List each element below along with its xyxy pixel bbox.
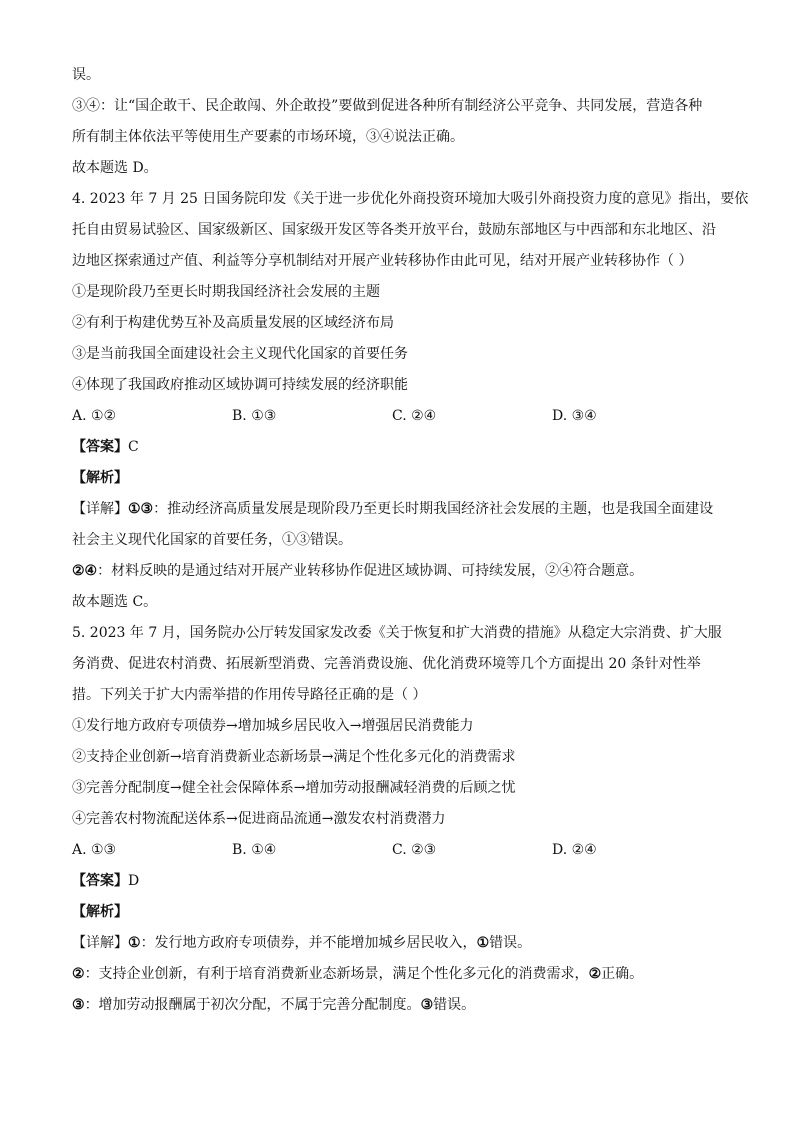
question-item: ④体现了我国政府推动区域协调可持续发展的经济职能 (72, 377, 408, 393)
detail-marker: ②④ (72, 563, 98, 579)
answer-line (72, 432, 722, 463)
question-item: ③是当前我国全面建设社会主义现代化国家的首要任务 (72, 346, 408, 362)
detail-label: 【详解】 (72, 501, 128, 517)
detail-marker: ① (128, 935, 141, 951)
detail-marker: ③ (72, 997, 85, 1013)
option-c: C. ②④ (392, 408, 437, 424)
option-d: D. ③④ (552, 408, 597, 424)
detail-text: ：材料反映的是通过结对开展产业转移协作促进区域协调、可持续发展，②④符合题意。 (97, 563, 644, 579)
text-line: ③④：让“国企敢干、民企敢闯、外企敢投”要做到促进各种所有制经济公平竞争、共同发展，营造各种 (72, 98, 703, 114)
question-item: ③完善分配制度→健全社会保障体系→增加劳动报酬减轻消费的后顾之忧 (72, 780, 516, 796)
option-d: D. ②④ (552, 842, 597, 858)
answer-options (72, 401, 722, 432)
answer-label: 【答案】 (72, 873, 128, 889)
detail-line (72, 556, 722, 587)
detail-marker: ③ (420, 997, 434, 1013)
text-line: 故本题选 D。 (72, 160, 158, 176)
answer-line (72, 866, 722, 897)
detail-text: ：增加劳动报酬属于初次分配，不属于完善分配制度。 (84, 997, 421, 1013)
question-item: ②支持企业创新→培育消费新业态新场景→满足个性化多元化的消费需求 (72, 749, 516, 765)
detail-text: ：推动经济高质量发展是现阶段乃至更长时期我国经济社会发展的主题，也是我国全面建设 (153, 501, 714, 517)
question-5 (72, 618, 722, 1021)
detail-line (72, 928, 722, 959)
option-a: A. ①② (72, 408, 117, 424)
detail-marker: ①③ (128, 501, 154, 517)
question-stem-line: 4. 2023 年 7 月 25 日国务院印发《关于进一步优化外商投资环境加大吸引外商投资力度的意见》指出，要依 (72, 191, 749, 207)
answer-label: 【答案】 (72, 439, 128, 455)
detail-marker: ② (588, 966, 602, 982)
question-item: ①发行地方政府专项债券→增加城乡居民收入→增强居民消费能力 (72, 718, 474, 734)
detail-line (72, 990, 722, 1021)
question-4 (72, 184, 749, 618)
analysis-label: 【解析】 (72, 470, 128, 486)
answer-options (72, 835, 722, 866)
text-line: 误。 (72, 67, 100, 83)
answer-value: C (128, 439, 139, 455)
detail-text: 错误。 (489, 935, 532, 951)
question-item: ①是现阶段乃至更长时期我国经济社会发展的主题 (72, 284, 380, 300)
question-stem-line: 务消费、促进农村消费、拓展新型消费、完善消费设施、优化消费环境等几个方面提出 20 条针对性举 (72, 656, 701, 672)
detail-marker: ② (72, 966, 85, 982)
analysis-label: 【解析】 (72, 904, 128, 920)
option-a: A. ①③ (72, 842, 117, 858)
detail-text: 错误。 (433, 997, 476, 1013)
question-item: ②有利于构建优势互补及高质量发展的区域经济布局 (72, 315, 394, 331)
answer-value: D (128, 873, 140, 889)
detail-marker: ① (476, 935, 490, 951)
detail-text: ：支持企业创新，有利于培育消费新业态新场景，满足个性化多元化的消费需求， (84, 966, 589, 982)
detail-text: 正确。 (601, 966, 644, 982)
question-stem-line: 5. 2023 年 7 月，国务院办公厅转发国家发改委《关于恢复和扩大消费的措施》从稳定大宗消费、扩大服 (72, 625, 722, 641)
option-b: B. ①④ (232, 842, 277, 858)
detail-line (72, 959, 722, 990)
question-stem-line: 托自由贸易试验区、国家级新区、国家级开发区等各类开放平台，鼓励东部地区与中西部和东北地区、沿 (72, 222, 716, 238)
document-page (72, 60, 749, 1021)
detail-label: 【详解】 (72, 935, 128, 951)
conclusion-line: 故本题选 C。 (72, 594, 158, 610)
question-stem-line: 边地区探索通过产值、利益等分享机制结对开展产业转移协作由此可见，结对开展产业转移协作（ ） (72, 253, 693, 269)
question-item: ④完善农村物流配送体系→促进商品流通→激发农村消费潜力 (72, 811, 446, 827)
detail-line (72, 494, 722, 525)
text-line: 所有制主体依法平等使用生产要素的市场环境，③④说法正确。 (72, 129, 464, 145)
detail-text: ：发行地方政府专项债券，并不能增加城乡居民收入， (140, 935, 477, 951)
analysis-line (72, 463, 722, 494)
detail-line: 社会主义现代化国家的首要任务，①③错误。 (72, 532, 352, 548)
question-stem-line: 措。下列关于扩大内需举措的作用传导路径正确的是（ ） (72, 687, 427, 703)
option-c: C. ②③ (392, 842, 437, 858)
analysis-line (72, 897, 722, 928)
option-b: B. ①③ (232, 408, 277, 424)
